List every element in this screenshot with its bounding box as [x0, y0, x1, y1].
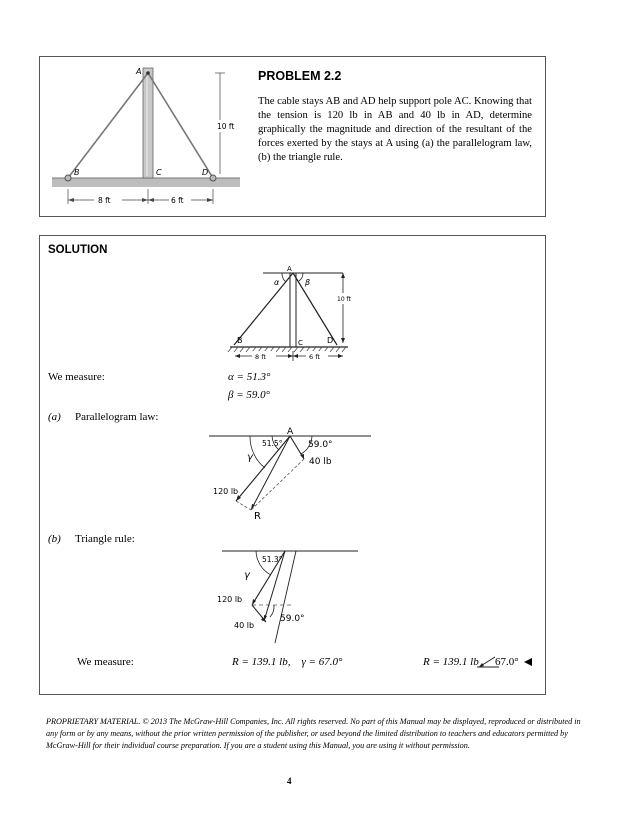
- para-angle-2: 59.0°: [308, 440, 333, 450]
- sketch-label-d: D: [327, 336, 334, 345]
- tri-gamma: γ: [244, 570, 250, 581]
- answer-angle: 67.0°: [495, 656, 519, 668]
- fig-label-d: D: [202, 168, 209, 177]
- sketch-height: 10 ft: [337, 296, 351, 303]
- measure-label: We measure:: [48, 371, 105, 383]
- para-label-a: A: [287, 427, 294, 437]
- pole-ac: [143, 68, 153, 178]
- sketch-dim-right: 6 ft: [309, 353, 320, 361]
- tri-angle-1: 51.3°: [262, 555, 283, 564]
- answer-marker-icon: [523, 657, 533, 667]
- cable-ab: [68, 73, 148, 178]
- sketch-alpha: α: [274, 278, 280, 287]
- tri-force-2: 40 lb: [234, 621, 255, 630]
- sketch-dim-left: 8 ft: [255, 353, 266, 361]
- beta-value: β = 59.0°: [228, 389, 271, 401]
- part-a-marker: (a): [48, 411, 61, 423]
- fig-dim-left: 8 ft: [98, 196, 111, 205]
- part-a-label: Parallelogram law:: [75, 411, 159, 423]
- solution-title: SOLUTION: [48, 244, 108, 256]
- sketch-cable-ab: [234, 273, 293, 345]
- page-number: 4: [287, 776, 292, 786]
- cable-ad: [148, 73, 213, 178]
- part-b-marker: (b): [48, 533, 61, 545]
- problem-figure: [50, 62, 245, 210]
- fig-dim-right: 6 ft: [171, 196, 184, 205]
- fig-label-a: A: [136, 67, 142, 76]
- answer-magnitude: R = 139.1 lb: [423, 656, 479, 668]
- sketch-beta: β: [305, 278, 311, 287]
- sketch-label-b: B: [237, 336, 243, 345]
- sketch-cable-ad: [293, 273, 337, 345]
- parallelogram-sketch: [205, 424, 375, 522]
- fig-label-b: B: [74, 168, 80, 177]
- tri-force-1: 120 lb: [217, 595, 243, 604]
- para-gamma: γ: [247, 452, 253, 463]
- final-values: R = 139.1 lb, γ = 67.0°: [232, 656, 343, 668]
- final-measure-label: We measure:: [77, 656, 134, 668]
- triangle-sketch: [214, 545, 364, 647]
- sketch-label-a: A: [287, 265, 292, 273]
- part-b-label: Triangle rule:: [75, 533, 135, 545]
- sketch-label-c: C: [298, 339, 303, 347]
- problem-title: PROBLEM 2.2: [258, 69, 342, 83]
- alpha-value: α = 51.3°: [228, 371, 271, 383]
- tri-angle-2: 59.0°: [280, 614, 305, 624]
- fig-height-label: 10 ft: [217, 122, 235, 131]
- para-force-2: 120 lb: [213, 487, 239, 496]
- anchor-d: [210, 175, 216, 181]
- anchor-b: [65, 175, 71, 181]
- footer-copyright: PROPRIETARY MATERIAL. © 2013 The McGraw-Hill Companies, Inc. All rights reserved. No part of this Manual may be displayed, reproduced or distributed in any form or by any means, without the prior written permission of the publisher, or used beyond the limited distribution to teachers and educators permitted by McGraw-Hill for their individual course preparation. If you are a student using this Manual, you are using it without permission.: [46, 717, 581, 750]
- para-angle-1: 51.5°: [262, 439, 283, 448]
- problem-statement: The cable stays AB and AD help support pole AC. Knowing that the tension is 120 lb in AB and 40 lb in AD, determine graphically the magnitude and direction of the resultant of the forces exerted by the stays at A using (a) the parallelogram law, (b) the triangle rule.: [258, 96, 532, 163]
- fig-label-c: C: [156, 168, 162, 177]
- para-resultant: R: [254, 511, 261, 522]
- para-force-1: 40 lb: [309, 457, 332, 467]
- solution-sketch: [226, 263, 356, 363]
